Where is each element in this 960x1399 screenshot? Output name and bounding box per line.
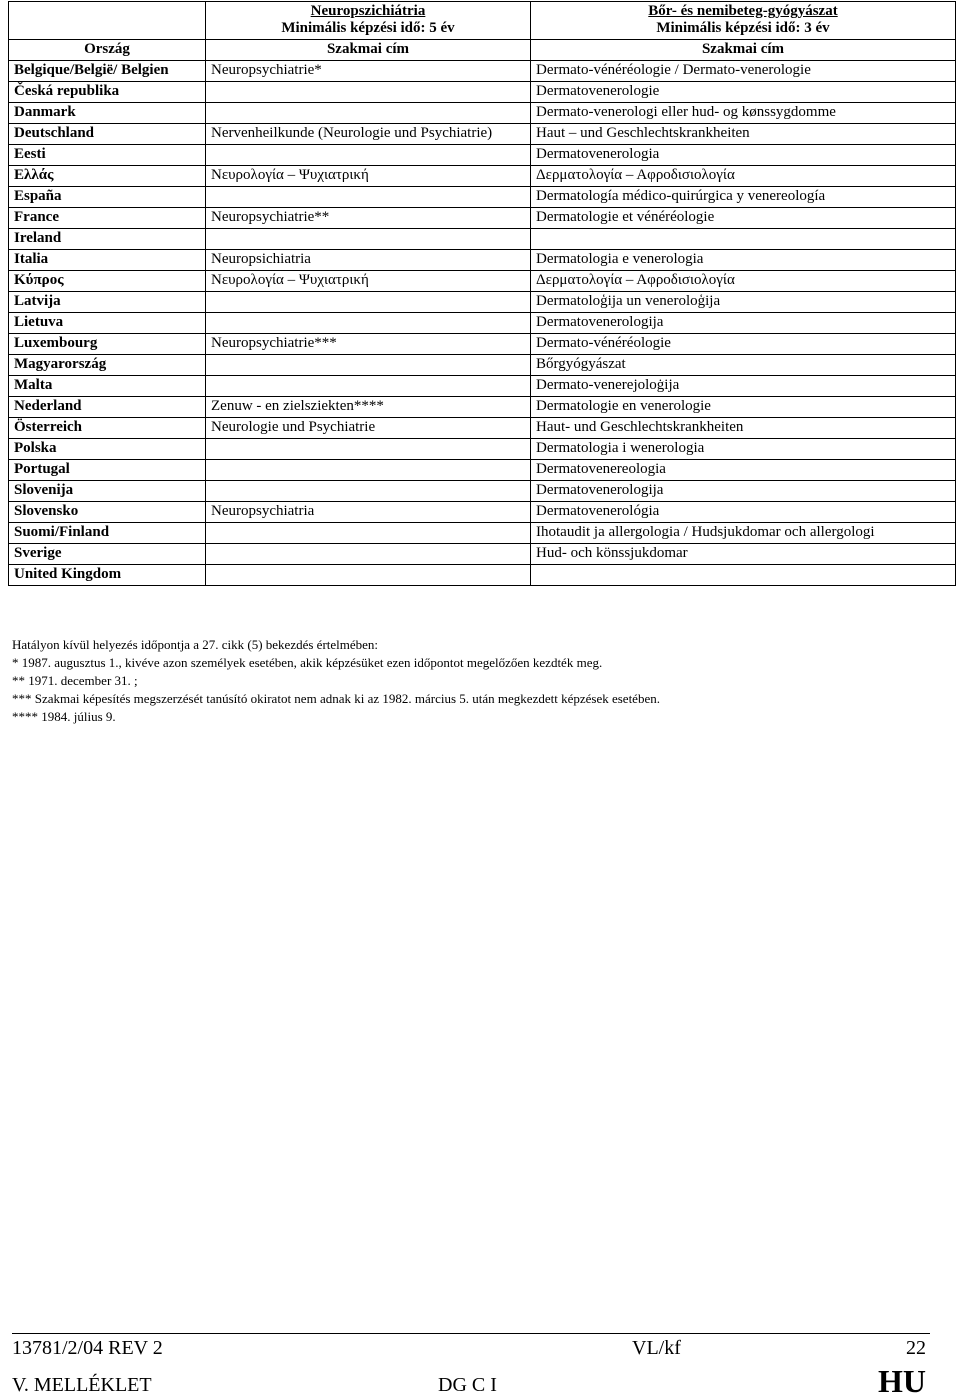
country-cell: Österreich xyxy=(9,418,206,439)
blank-corner-cell xyxy=(9,2,206,40)
derm-title-cell: Bőrgyógyászat xyxy=(531,355,956,376)
table-row xyxy=(9,208,956,229)
neuro-title-cell xyxy=(206,103,531,124)
neuro-header-cell xyxy=(206,2,531,40)
country-cell: Nederland xyxy=(9,397,206,418)
table-row xyxy=(9,229,956,250)
table-row xyxy=(9,355,956,376)
country-cell: Lietuva xyxy=(9,313,206,334)
table-row xyxy=(9,103,956,124)
neuro-title-cell xyxy=(206,376,531,397)
title-row xyxy=(9,2,956,40)
derm-title-cell: Dermatovenerologia xyxy=(531,145,956,166)
table-row xyxy=(9,544,956,565)
derm-title-cell: Dermatovenerologie xyxy=(531,82,956,103)
footnote-line: **** 1984. július 9. xyxy=(12,709,116,724)
table-row xyxy=(9,313,956,334)
neuro-title-cell xyxy=(206,145,531,166)
column-label-row xyxy=(9,40,956,61)
table-row xyxy=(9,523,956,544)
neuro-title-cell xyxy=(206,313,531,334)
derm-title-cell: Dermatologie en venerologie xyxy=(531,397,956,418)
derm-title-cell: Dermato-vénéréologie / Dermato-venerologie xyxy=(531,61,956,82)
annex-label: V. MELLÉKLET xyxy=(12,1374,152,1396)
country-cell: Κύπρος xyxy=(9,271,206,292)
footnote-line: ** 1971. december 31. ; xyxy=(12,673,138,688)
derm-title-cell: Haut- und Geschlechtskrankheiten xyxy=(531,418,956,439)
neuro-title-cell xyxy=(206,460,531,481)
country-cell: Latvija xyxy=(9,292,206,313)
neuro-title-cell: Neuropsychiatrie** xyxy=(206,208,531,229)
derm-title-cell: Dermatologia i wenerologia xyxy=(531,439,956,460)
derm-title-cell: Δερματολογία – Αφροδισιολογία xyxy=(531,271,956,292)
table-row xyxy=(9,460,956,481)
neuro-title-cell: Neurologie und Psychiatrie xyxy=(206,418,531,439)
country-cell: Suomi/Finland xyxy=(9,523,206,544)
derm-title-cell: Dermatologie et vénéréologie xyxy=(531,208,956,229)
country-cell: Slovensko xyxy=(9,502,206,523)
country-cell: France xyxy=(9,208,206,229)
country-cell: Ireland xyxy=(9,229,206,250)
table-row xyxy=(9,187,956,208)
derm-title-cell: Dermato-venerologi eller hud- og kønssygdomme xyxy=(531,103,956,124)
table-row xyxy=(9,397,956,418)
table-row xyxy=(9,271,956,292)
neuro-title-cell xyxy=(206,523,531,544)
table-row xyxy=(9,250,956,271)
neuro-title-cell xyxy=(206,355,531,376)
neuro-column-label: Szakmai cím xyxy=(206,40,531,61)
country-cell: España xyxy=(9,187,206,208)
neuro-title-cell xyxy=(206,565,531,586)
derm-duration: Minimális képzési idő: 3 év xyxy=(656,20,830,36)
derm-title-cell: Dermatovenereologia xyxy=(531,460,956,481)
derm-title-cell: Ihotaudit ja allergologia / Hudsjukdomar och allergologi xyxy=(531,523,956,544)
derm-title-cell: Dermato-vénéréologie xyxy=(531,334,956,355)
neuro-title: Neuropszichiátria xyxy=(310,3,426,19)
table-row xyxy=(9,166,956,187)
neuro-title-cell xyxy=(206,544,531,565)
table-row xyxy=(9,334,956,355)
country-cell: Eesti xyxy=(9,145,206,166)
derm-column-label: Szakmai cím xyxy=(531,40,956,61)
derm-title-cell: Δερματολογία – Αφροδισιολογία xyxy=(531,166,956,187)
neuro-title-cell: Zenuw - en zielsziekten**** xyxy=(206,397,531,418)
neuro-title-cell: Νευρολογία – Ψυχιατρική xyxy=(206,166,531,187)
derm-title-cell: Hud- och könssjukdomar xyxy=(531,544,956,565)
neuro-title-cell: Νευρολογία – Ψυχιατρική xyxy=(206,271,531,292)
derm-title-cell: Dermatovenerologija xyxy=(531,481,956,502)
country-cell: Malta xyxy=(9,376,206,397)
language-code: HU xyxy=(878,1363,926,1399)
author-initials: VL/kf xyxy=(632,1337,681,1359)
derm-header-cell xyxy=(531,2,956,40)
footnotes xyxy=(12,636,660,726)
table-row xyxy=(9,124,956,145)
country-cell: Luxembourg xyxy=(9,334,206,355)
directorate-label: DG C I xyxy=(438,1374,497,1396)
derm-title-cell: Dermato-venerejoloġija xyxy=(531,376,956,397)
page-number: 22 xyxy=(906,1337,926,1359)
neuro-title-cell xyxy=(206,292,531,313)
footnote-line: *** Szakmai képesítés megszerzését tanúsító okiratot nem adnak ki az 1982. március 5. után megkezdett képzések esetében. xyxy=(12,691,660,706)
table-row xyxy=(9,502,956,523)
country-cell: Polska xyxy=(9,439,206,460)
derm-title-cell: Dermatologia e venerologia xyxy=(531,250,956,271)
table-row xyxy=(9,61,956,82)
country-cell: Danmark xyxy=(9,103,206,124)
country-column-label: Ország xyxy=(9,40,206,61)
table-row xyxy=(9,418,956,439)
country-cell: Sverige xyxy=(9,544,206,565)
neuro-title-cell: Neuropsychiatria xyxy=(206,502,531,523)
derm-title-cell: Dermatología médico-quirúrgica y venereología xyxy=(531,187,956,208)
neuro-title-cell: Neuropsychiatrie* xyxy=(206,61,531,82)
footnote-intro: Hatályon kívül helyezés időpontja a 27. cikk (5) bekezdés értelmében: xyxy=(12,637,379,652)
country-cell: Portugal xyxy=(9,460,206,481)
footnote-line: * 1987. augusztus 1., kivéve azon személyek esetében, akik képzésüket ezen időpontot megelőzően kezdték meg. xyxy=(12,655,603,670)
table-row xyxy=(9,481,956,502)
table-row xyxy=(9,82,956,103)
country-cell: Italia xyxy=(9,250,206,271)
neuro-title-cell: Neuropsychiatrie*** xyxy=(206,334,531,355)
derm-title-cell xyxy=(531,565,956,586)
derm-title-cell: Dermatovenerologija xyxy=(531,313,956,334)
table-row xyxy=(9,145,956,166)
country-cell: Ελλάς xyxy=(9,166,206,187)
neuro-title-cell xyxy=(206,481,531,502)
neuro-title-cell: Neuropsichiatria xyxy=(206,250,531,271)
country-cell: Česká republika xyxy=(9,82,206,103)
derm-title-cell: Haut – und Geschlechtskrankheiten xyxy=(531,124,956,145)
neuro-duration: Minimális képzési idő: 5 év xyxy=(281,20,455,36)
table-row xyxy=(9,292,956,313)
neuro-title-cell xyxy=(206,439,531,460)
footer-divider xyxy=(12,1333,930,1334)
neuro-title-cell xyxy=(206,187,531,208)
derm-title-cell: Dermatovenerológia xyxy=(531,502,956,523)
country-cell: Belgique/België/ Belgien xyxy=(9,61,206,82)
qualifications-table xyxy=(8,1,956,586)
table-row xyxy=(9,439,956,460)
derm-title-cell xyxy=(531,229,956,250)
neuro-title-cell xyxy=(206,82,531,103)
table-row xyxy=(9,565,956,586)
country-cell: Deutschland xyxy=(9,124,206,145)
document-code: 13781/2/04 REV 2 xyxy=(12,1337,163,1359)
country-cell: United Kingdom xyxy=(9,565,206,586)
table-row xyxy=(9,376,956,397)
derm-title-cell: Dermatoloģija un veneroloģija xyxy=(531,292,956,313)
neuro-title-cell xyxy=(206,229,531,250)
country-cell: Slovenija xyxy=(9,481,206,502)
neuro-title-cell: Nervenheilkunde (Neurologie und Psychiatrie) xyxy=(206,124,531,145)
country-cell: Magyarország xyxy=(9,355,206,376)
derm-title: Bőr- és nemibeteg-gyógyászat xyxy=(648,3,838,19)
